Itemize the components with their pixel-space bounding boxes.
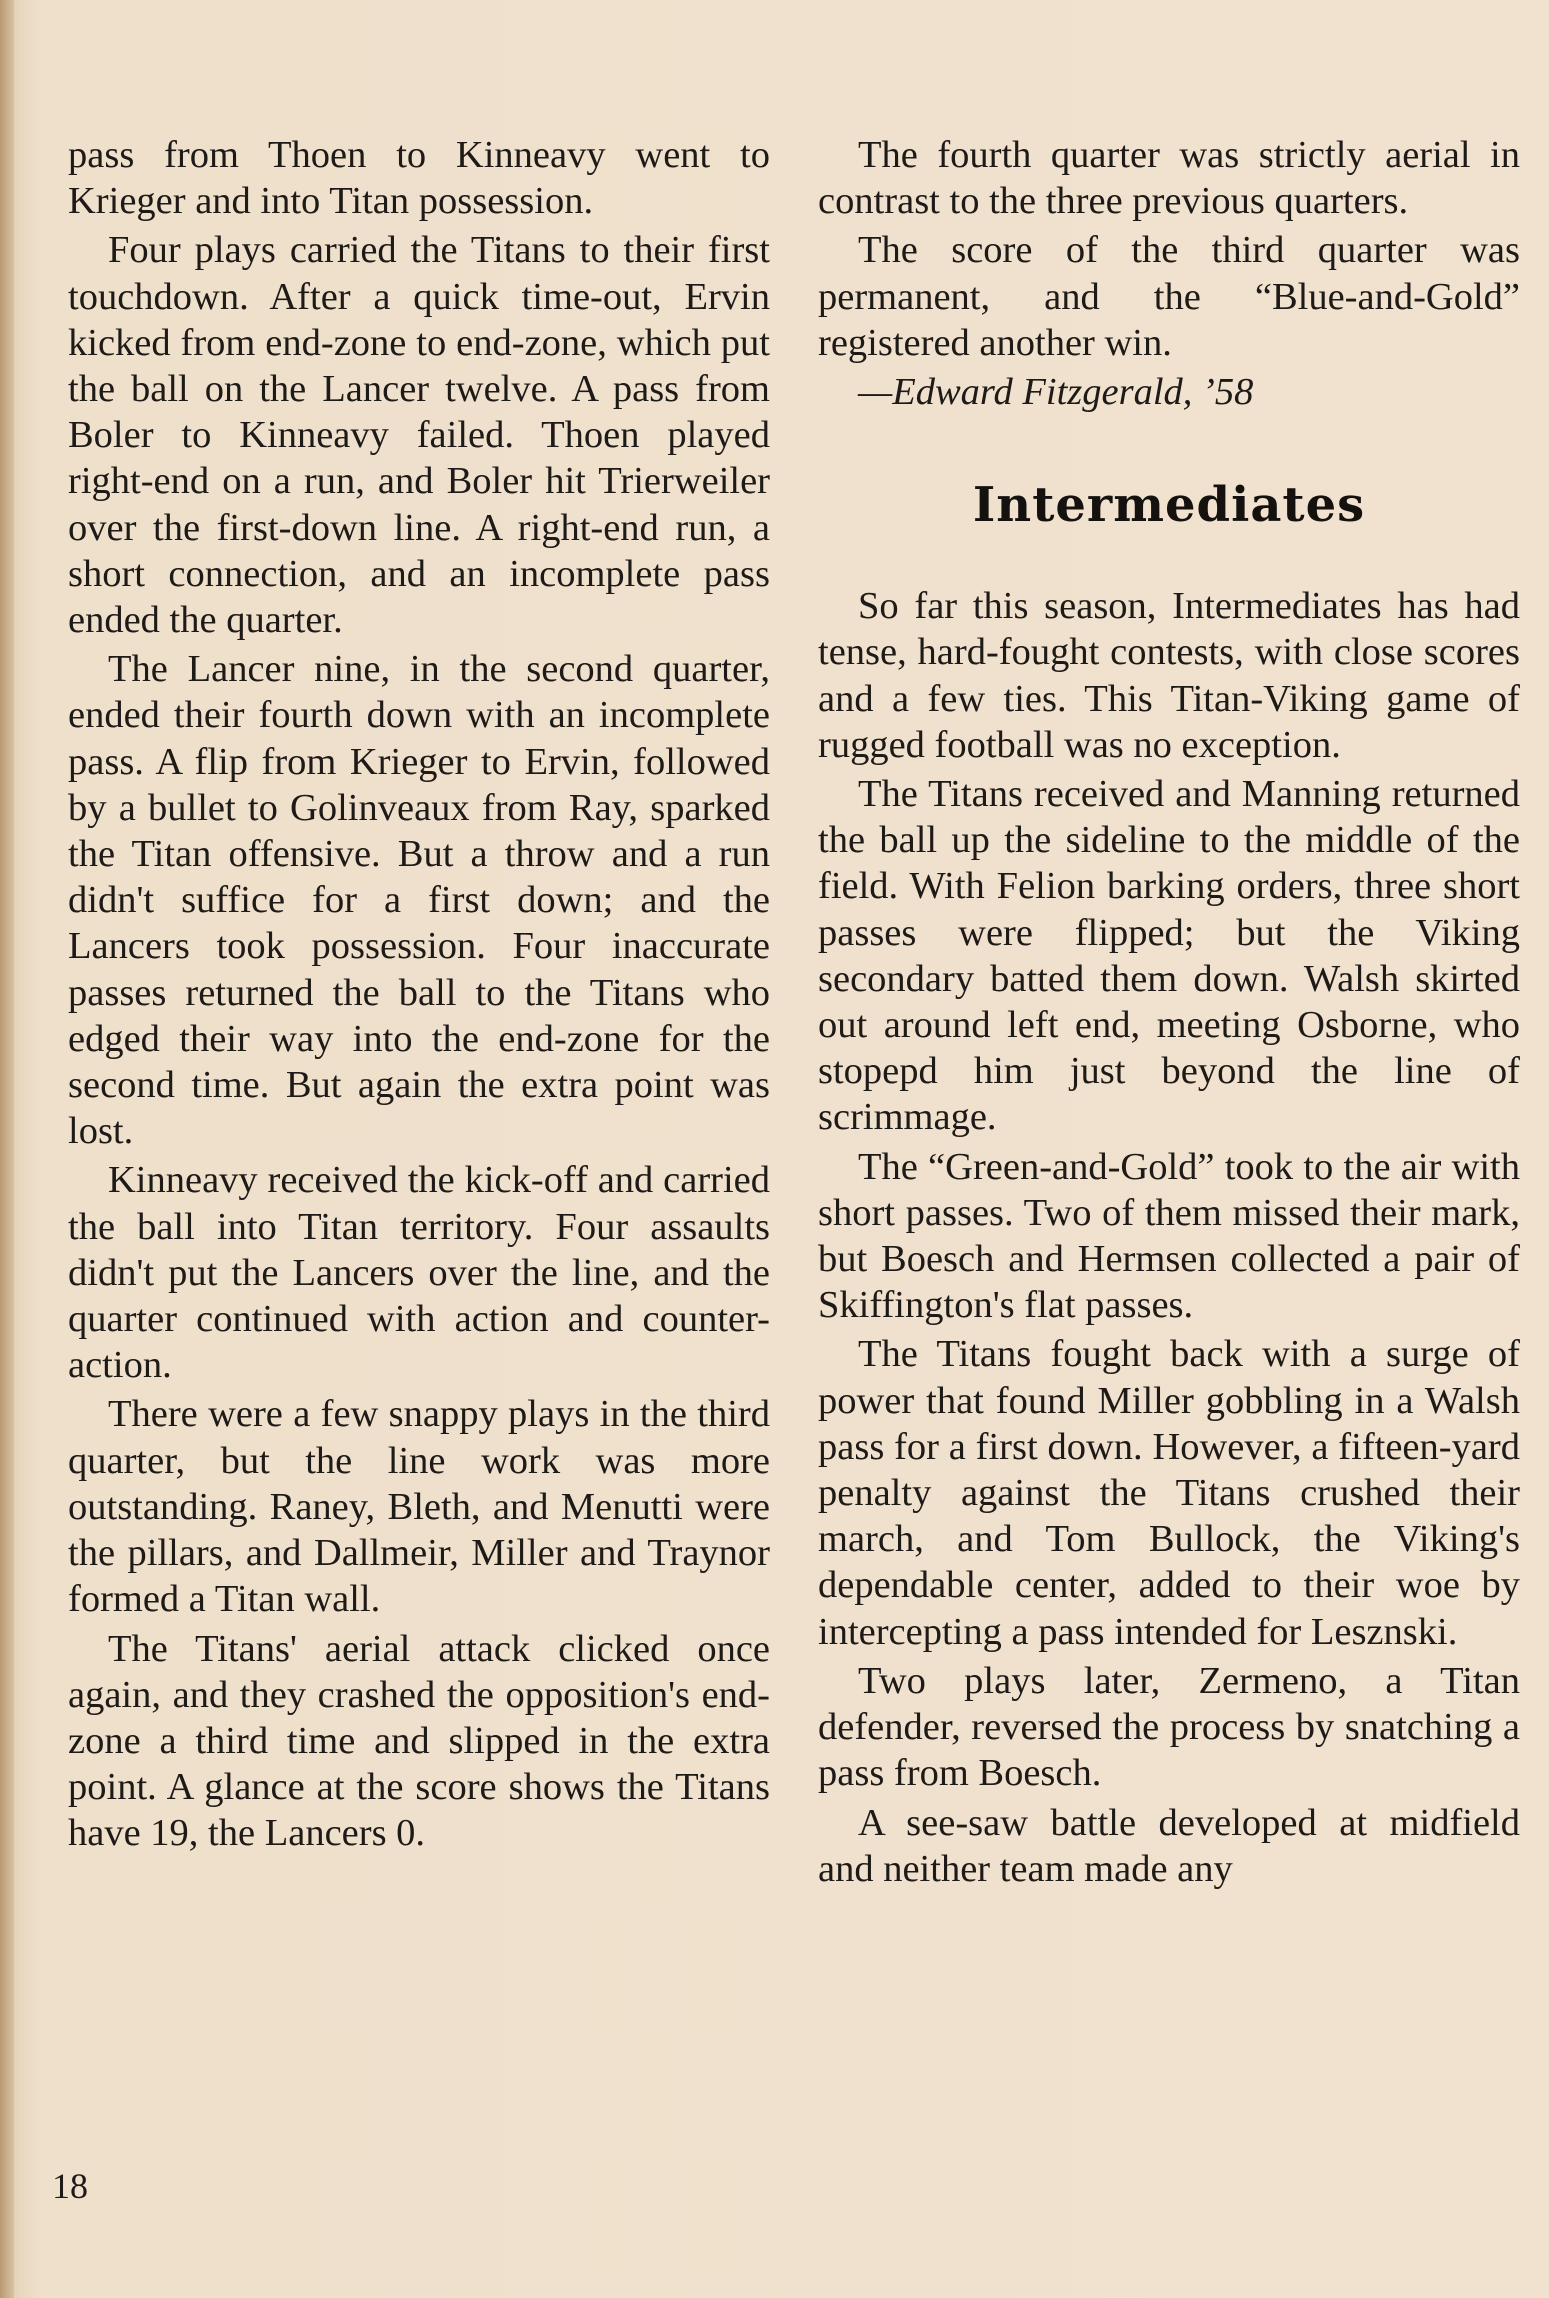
paragraph: So far this season, Intermediates has had tense, hard-fought contests, with close scores and a few ties. This Titan-Viking game of rugged football was no exception. (818, 585, 1520, 766)
binding-edge (0, 0, 14, 2298)
page-number: 18 (52, 2166, 88, 2206)
left-column (68, 132, 770, 1860)
paragraph: pass from Thoen to Kinneavy went to Krieger and into Titan possession. (68, 134, 770, 223)
paragraph: The Lancer nine, in the second quarter, ended their fourth down with an incomplete pass. A flip from Krieger to Ervin, followed by a bullet to Golinveaux from Ray, sparked the Titan offensive. But a throw and a run didn't suffice for a first down; and the Lancers took possession. Four inaccurate passes returned the ball to the Titans who edged their way into the end-zone for the second time. But again the extra point was lost. (68, 648, 770, 1153)
paragraph: Kinneavy received the kick-off and carried the ball into Titan territory. Four assaults didn't put the Lancers over the line, and the quarter continued with action and counter-action. (68, 1159, 770, 1387)
paragraph: A see-saw battle developed at midfield and neither team made any (818, 1801, 1520, 1890)
paragraph: There were a few snappy plays in the third quarter, but the line work was more outstanding. Raney, Bleth, and Menutti were the pillars, and Dallmeir, Miller and Traynor formed a Titan wall. (68, 1393, 770, 1621)
paragraph: The Titans' aerial attack clicked once again, and they crashed the opposition's end-zone a third time and slipped in the extra point. A glance at the score shows the Titans have 19, the Lancers 0. (68, 1627, 770, 1855)
paragraph: Four plays carried the Titans to their first touchdown. After a quick time-out, Ervin kicked from end-zone to end-zone, which put the ball on the Lancer twelve. A pass from Boler to Kinneavy failed. Thoen played right-end on a run, and Boler hit Trierweiler over the first-down line. A right-end run, a short connection, and an incomplete pass ended the quarter. (68, 229, 770, 642)
paragraph: The score of the third quarter was permanent, and the “Blue-and-Gold” registered another win. (818, 229, 1520, 364)
paragraph: Two plays later, Zermeno, a Titan defender, reversed the process by snatching a pass from Boesch. (818, 1659, 1520, 1795)
paragraph: The fourth quarter was strictly aerial in contrast to the three previous quarters. (818, 134, 1520, 223)
paragraph: The “Green-and-Gold” took to the air with short passes. Two of them missed their mark, but Boesch and Hermsen collected a pair of Skiffington's flat passes. (818, 1145, 1520, 1327)
author-signature: —Edward Fitzgerald, ’58 (858, 371, 1254, 414)
paragraph: The Titans received and Manning returned the ball up the sideline to the middle of the field. With Felion barking orders, three short passes were flipped; but the Viking secondary batted them down. Walsh skirted out around left end, meeting Osborne, who stopepd him just beyond the line of scrimmage. (818, 773, 1520, 1139)
paragraph: The Titans fought back with a surge of power that found Miller gobbling in a Walsh pass for a first down. However, a fifteen-yard penalty against the Titans crushed their march, and Tom Bullock, the Viking's dependable center, added to their woe by intercepting a pass intended for Lesznski. (818, 1333, 1520, 1653)
section-heading: Intermediates (972, 477, 1366, 534)
right-column (818, 132, 1520, 1895)
